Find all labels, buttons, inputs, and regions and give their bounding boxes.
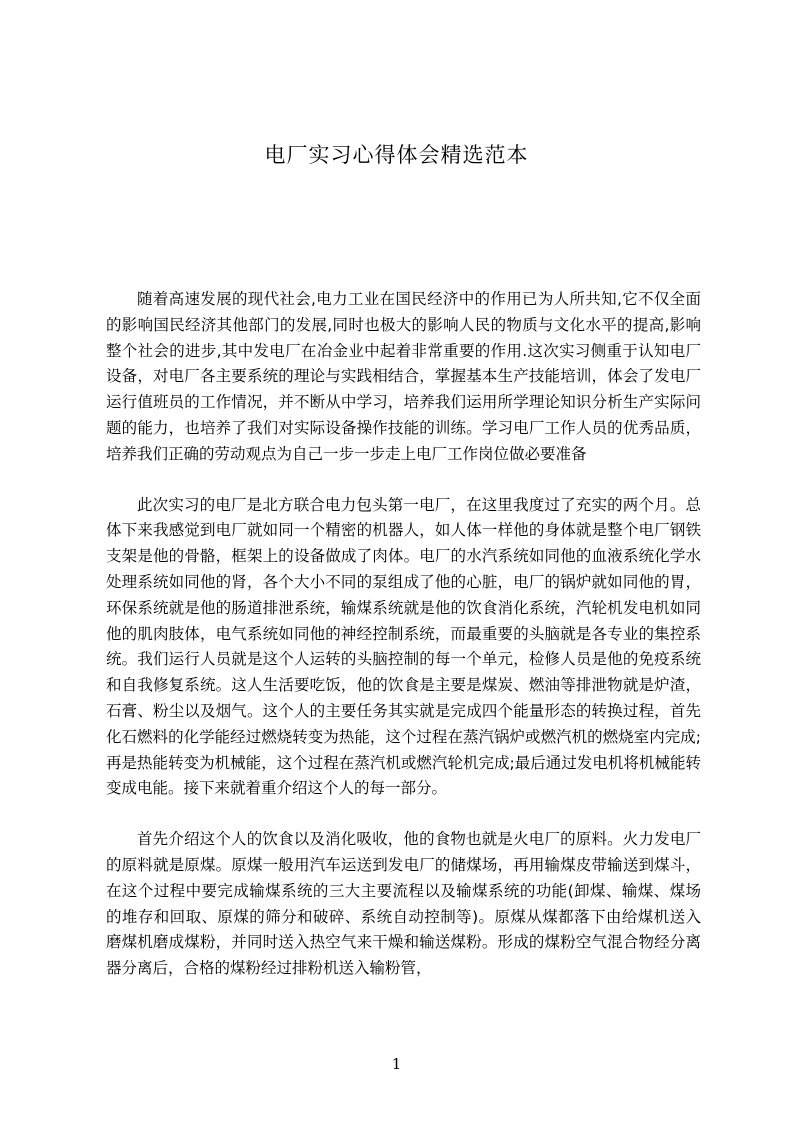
paragraph-coal-feeding: 首先介绍这个人的饮食以及消化吸收，他的食物也就是火电厂的原料。火力发电厂的原料就是原煤。原煤一般用汽车运送到发电厂的储煤场，再用输煤皮带输送到煤斗，在这个过程中要完成输煤系统的三大主要流程以及输煤系统的功能(卸煤、输煤、煤场的堆存和回取、原煤的筛分和破碎、系统自动控制等)。原煤从煤都落下由给煤机送入磨煤机磨成煤粉，并同时送入热空气来干燥和输送煤粉。形成的煤粉空气混合物经分离器分离后，合格的煤粉经过排粉机送入输粉管， [106,830,701,978]
paragraph-power-plant-analogy: 此次实习的电厂是北方联合电力包头第一电厂，在这里我度过了充实的两个月。总体下来我感觉到电厂就如同一个精密的机器人，如人体一样他的身体就是整个电厂钢铁支架是他的骨骼，框架上的设备做成了肉体。电厂的水汽系统如同他的血液系统化学水处理系统如同他的肾，各个大小不同的泵组成了他的心脏，电厂的锅炉就如同他的胃，环保系统就是他的肠道排泄系统，输煤系统就是他的饮食消化系统，汽轮机发电机如同他的肌肉肢体，电气系统如同他的神经控制系统，而最重要的头脑就是各专业的集控系统。我们运行人员就是这个人运转的头脑控制的每一个单元，检修人员是他的免疫系统和自我修复系统。这人生活要吃饭，他的饮食是主要是煤炭、燃油等排泄物就是炉渣，石膏、粉尘以及烟气。这个人的主要任务其实就是完成四个能量形态的转换过程，首先化石燃料的化学能经过燃烧转变为热能，这个过程在蒸汽锅炉或燃汽机的燃烧室内完成;再是热能转变为机械能，这个过程在蒸汽机或燃汽轮机完成;最后通过发电机将机械能转变成电能。接下来就着重介绍这个人的每一部分。 [106,495,701,798]
page-number: 1 [391,1055,402,1073]
page-title: 电厂实习心得体会精选范本 [264,143,529,167]
document-body [106,287,701,1007]
paragraph-intro: 随着高速发展的现代社会,电力工业在国民经济中的作用已为人所共知,它不仅全面的影响国民经济其他部门的发展,同时也极大的影响人民的物质与文化水平的提高,影响整个社会的进步,其中发电厂在冶金业中起着非常重要的作用.这次实习侧重于认知电厂设备，对电厂各主要系统的理论与实践相结合，掌握基本生产技能培训，体会了发电厂运行值班员的工作情况，并不断从中学习，培养我们运用所学理论知识分析生产实际问题的能力，也培养了我们对实际设备操作技能的训练。学习电厂工作人员的优秀品质，培养我们正确的劳动观点为自己一步一步走上电厂工作岗位做必要准备 [106,290,701,463]
